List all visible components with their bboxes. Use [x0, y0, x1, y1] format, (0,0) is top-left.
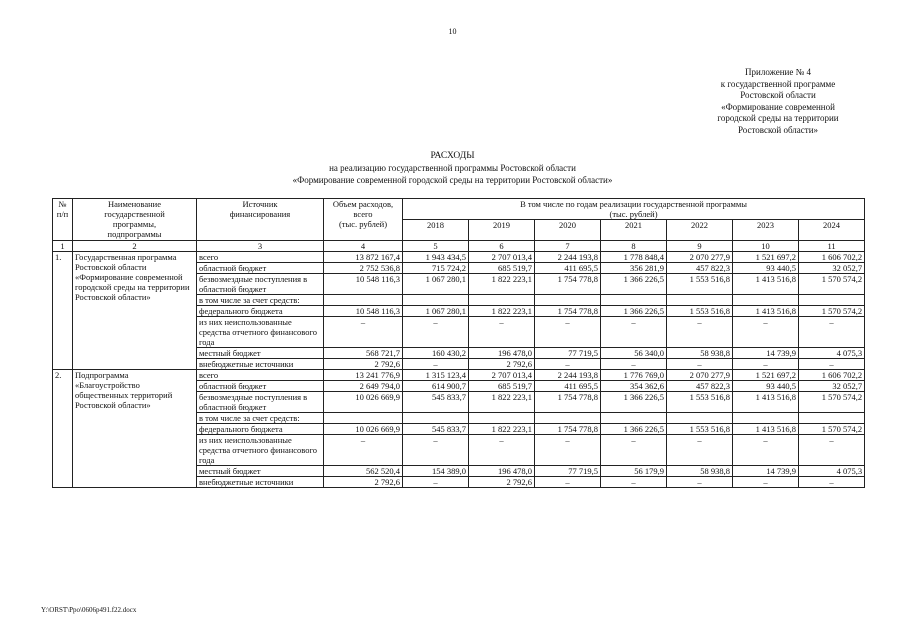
year-amount: 1 553 516,8	[667, 274, 733, 295]
total-amount: 562 520,4	[324, 466, 403, 477]
funding-source: внебюджетные источники	[197, 359, 324, 370]
year-amount: –	[799, 317, 865, 348]
total-amount	[324, 413, 403, 424]
year-amount: 2 707 013,4	[469, 252, 535, 263]
header-year: 2020	[535, 220, 601, 241]
year-amount: 715 724,2	[403, 263, 469, 274]
header-column-number: 6	[469, 241, 535, 252]
year-amount: –	[667, 317, 733, 348]
year-amount: 1 366 226,5	[601, 306, 667, 317]
year-amount: 196 478,0	[469, 348, 535, 359]
year-amount	[469, 413, 535, 424]
year-amount: –	[667, 435, 733, 466]
year-amount: 2 244 193,8	[535, 252, 601, 263]
expenses-table	[52, 198, 865, 488]
year-amount: –	[403, 317, 469, 348]
year-amount: 457 822,3	[667, 263, 733, 274]
total-amount: 10 026 669,9	[324, 424, 403, 435]
year-amount: –	[403, 435, 469, 466]
total-amount: 568 721,7	[324, 348, 403, 359]
year-amount: –	[535, 359, 601, 370]
year-amount: 356 281,9	[601, 263, 667, 274]
year-amount	[733, 295, 799, 306]
year-amount: 4 075,3	[799, 466, 865, 477]
year-amount	[403, 413, 469, 424]
year-amount: 1 754 778,8	[535, 424, 601, 435]
appendix-note	[688, 67, 868, 136]
year-amount: 2 070 277,9	[667, 252, 733, 263]
header-column-number: 8	[601, 241, 667, 252]
year-amount: 1 366 226,5	[601, 424, 667, 435]
year-amount: 1 570 574,2	[799, 306, 865, 317]
funding-source: безвозмездные поступления в областной бюджет	[197, 392, 324, 413]
year-amount: 56 179,9	[601, 466, 667, 477]
year-amount: 2 244 193,8	[535, 370, 601, 381]
header-column-number: 10	[733, 241, 799, 252]
total-amount: 10 026 669,9	[324, 392, 403, 413]
header-num: № п/п	[53, 199, 73, 241]
year-amount: 1 754 778,8	[535, 274, 601, 295]
year-amount: 1 067 280,1	[403, 274, 469, 295]
year-amount: 58 938,8	[667, 466, 733, 477]
header-year: 2019	[469, 220, 535, 241]
funding-source: безвозмездные поступления в областной бюджет	[197, 274, 324, 295]
table-row	[53, 370, 865, 381]
header-year: 2024	[799, 220, 865, 241]
year-amount: 4 075,3	[799, 348, 865, 359]
year-amount: 1 778 848,4	[601, 252, 667, 263]
appendix-line: к государственной программе	[720, 78, 836, 89]
year-amount: 1 553 516,8	[667, 424, 733, 435]
year-amount	[733, 413, 799, 424]
year-amount: 77 719,5	[535, 348, 601, 359]
year-amount: 354 362,6	[601, 381, 667, 392]
header-column-number: 5	[403, 241, 469, 252]
year-amount: 411 695,5	[535, 381, 601, 392]
year-amount: 1 570 574,2	[799, 274, 865, 295]
year-amount	[667, 413, 733, 424]
page-number: 10	[448, 27, 457, 36]
appendix-line: Ростовской области»	[737, 124, 819, 135]
year-amount: 56 340,0	[601, 348, 667, 359]
year-amount	[535, 295, 601, 306]
table-row	[53, 252, 865, 263]
appendix-line: городской среды на территории	[717, 113, 839, 123]
year-amount: 93 440,5	[733, 381, 799, 392]
total-amount: 10 548 116,3	[324, 274, 403, 295]
year-amount: –	[535, 477, 601, 488]
funding-source: из них неиспользованные средства отчетного финансового года	[197, 435, 324, 466]
total-amount: 2 649 794,0	[324, 381, 403, 392]
year-amount: 1 822 223,1	[469, 392, 535, 413]
year-amount: –	[733, 359, 799, 370]
section-name: Государственная программа Ростовской области «Формирование современной городской среды на территории Ростовской области»	[73, 252, 197, 370]
year-amount	[601, 295, 667, 306]
year-amount	[403, 295, 469, 306]
year-amount: 1 521 697,2	[733, 370, 799, 381]
year-amount: –	[667, 477, 733, 488]
year-amount: 1 754 778,8	[535, 392, 601, 413]
total-amount: 2 792,6	[324, 477, 403, 488]
year-amount: 77 719,5	[535, 466, 601, 477]
year-amount: 2 792,6	[469, 359, 535, 370]
year-amount: 457 822,3	[667, 381, 733, 392]
year-amount: 1 606 702,2	[799, 370, 865, 381]
document-title: РАСХОДЫ	[430, 151, 475, 161]
year-amount: –	[667, 359, 733, 370]
total-amount: 10 548 116,3	[324, 306, 403, 317]
funding-source: всего	[197, 370, 324, 381]
appendix-line: Приложение № 4	[745, 67, 811, 77]
total-amount: 2 752 536,8	[324, 263, 403, 274]
section-number: 2.	[53, 370, 73, 488]
header-year: 2022	[667, 220, 733, 241]
document-subtitle-program: «Формирование современной городской среды на территории Ростовской области»	[292, 175, 613, 185]
year-amount: 154 389,0	[403, 466, 469, 477]
year-amount: –	[601, 435, 667, 466]
year-amount: –	[535, 317, 601, 348]
total-amount: 13 872 167,4	[324, 252, 403, 263]
year-amount: 1 413 516,8	[733, 274, 799, 295]
year-amount: 2 070 277,9	[667, 370, 733, 381]
year-amount: –	[535, 435, 601, 466]
header-years-caption: В том числе по годам реализации государственной программы (тыс. рублей)	[403, 199, 865, 220]
year-amount: –	[733, 435, 799, 466]
appendix-line: Ростовской области	[740, 90, 816, 100]
year-amount: 1 776 769,0	[601, 370, 667, 381]
section-number: 1.	[53, 252, 73, 370]
year-amount: 32 052,7	[799, 381, 865, 392]
header-column-number: 4	[324, 241, 403, 252]
year-amount: 1 413 516,8	[733, 424, 799, 435]
header-column-number: 1	[53, 241, 73, 252]
funding-source: федерального бюджета	[197, 424, 324, 435]
header-name: Наименование государственной программы, подпрограммы	[73, 199, 197, 241]
year-amount: –	[799, 477, 865, 488]
year-amount: 1 822 223,1	[469, 274, 535, 295]
year-amount: 93 440,5	[733, 263, 799, 274]
total-amount: 13 241 776,9	[324, 370, 403, 381]
header-total: Объем расходов, всего (тыс. рублей)	[324, 199, 403, 241]
year-amount: 1 067 280,1	[403, 306, 469, 317]
year-amount: 14 739,9	[733, 348, 799, 359]
header-year: 2023	[733, 220, 799, 241]
year-amount	[799, 413, 865, 424]
year-amount: –	[403, 359, 469, 370]
year-amount: –	[733, 317, 799, 348]
year-amount: –	[601, 317, 667, 348]
year-amount: 1 822 223,1	[469, 424, 535, 435]
year-amount: 1 413 516,8	[733, 306, 799, 317]
year-amount: 1 754 778,8	[535, 306, 601, 317]
header-column-number: 9	[667, 241, 733, 252]
year-amount: –	[799, 359, 865, 370]
total-amount: –	[324, 435, 403, 466]
header-column-number: 7	[535, 241, 601, 252]
year-amount: 1 366 226,5	[601, 274, 667, 295]
header-source: Источник финансирования	[197, 199, 324, 241]
section-name: Подпрограмма «Благоустройство общественных территорий Ростовской области»	[73, 370, 197, 488]
year-amount: 685 519,7	[469, 381, 535, 392]
year-amount: –	[799, 435, 865, 466]
year-amount: 545 833,7	[403, 392, 469, 413]
funding-source: федерального бюджета	[197, 306, 324, 317]
year-amount: 1 822 223,1	[469, 306, 535, 317]
year-amount: 32 052,7	[799, 263, 865, 274]
year-amount: 614 900,7	[403, 381, 469, 392]
file-path-footer: Y:\ORST\Ppo\0606p491.f22.docx	[41, 606, 137, 614]
year-amount	[469, 295, 535, 306]
year-amount: 1 521 697,2	[733, 252, 799, 263]
year-amount	[535, 413, 601, 424]
year-amount: 411 695,5	[535, 263, 601, 274]
header-year: 2021	[601, 220, 667, 241]
year-amount	[799, 295, 865, 306]
document-subtitle: на реализацию государственной программы Ростовской области	[329, 163, 576, 173]
funding-source: внебюджетные источники	[197, 477, 324, 488]
funding-source: в том числе за счет средств:	[197, 295, 324, 306]
total-amount: 2 792,6	[324, 359, 403, 370]
funding-source: областной бюджет	[197, 263, 324, 274]
year-amount: 2 707 013,4	[469, 370, 535, 381]
year-amount: 58 938,8	[667, 348, 733, 359]
total-amount: –	[324, 317, 403, 348]
year-amount: –	[601, 477, 667, 488]
funding-source: местный бюджет	[197, 466, 324, 477]
header-column-number: 2	[73, 241, 197, 252]
appendix-line: «Формирование современной	[721, 101, 835, 112]
funding-source: всего	[197, 252, 324, 263]
year-amount: 1 570 574,2	[799, 392, 865, 413]
total-amount	[324, 295, 403, 306]
header-column-number: 3	[197, 241, 324, 252]
year-amount: 1 315 123,4	[403, 370, 469, 381]
year-amount: 545 833,7	[403, 424, 469, 435]
funding-source: местный бюджет	[197, 348, 324, 359]
year-amount	[601, 413, 667, 424]
year-amount: 1 413 516,8	[733, 392, 799, 413]
funding-source: в том числе за счет средств:	[197, 413, 324, 424]
funding-source: областной бюджет	[197, 381, 324, 392]
year-amount: 160 430,2	[403, 348, 469, 359]
year-amount: –	[733, 477, 799, 488]
year-amount: 1 553 516,8	[667, 392, 733, 413]
year-amount	[667, 295, 733, 306]
year-amount: 1 553 516,8	[667, 306, 733, 317]
year-amount: 2 792,6	[469, 477, 535, 488]
year-amount: 14 739,9	[733, 466, 799, 477]
year-amount: –	[469, 317, 535, 348]
year-amount: –	[601, 359, 667, 370]
year-amount: 1 943 434,5	[403, 252, 469, 263]
year-amount: 1 570 574,2	[799, 424, 865, 435]
header-year: 2018	[403, 220, 469, 241]
funding-source: из них неиспользованные средства отчетного финансового года	[197, 317, 324, 348]
header-column-number: 11	[799, 241, 865, 252]
year-amount: 196 478,0	[469, 466, 535, 477]
year-amount: –	[469, 435, 535, 466]
year-amount: 685 519,7	[469, 263, 535, 274]
year-amount: –	[403, 477, 469, 488]
year-amount: 1 366 226,5	[601, 392, 667, 413]
year-amount: 1 606 702,2	[799, 252, 865, 263]
